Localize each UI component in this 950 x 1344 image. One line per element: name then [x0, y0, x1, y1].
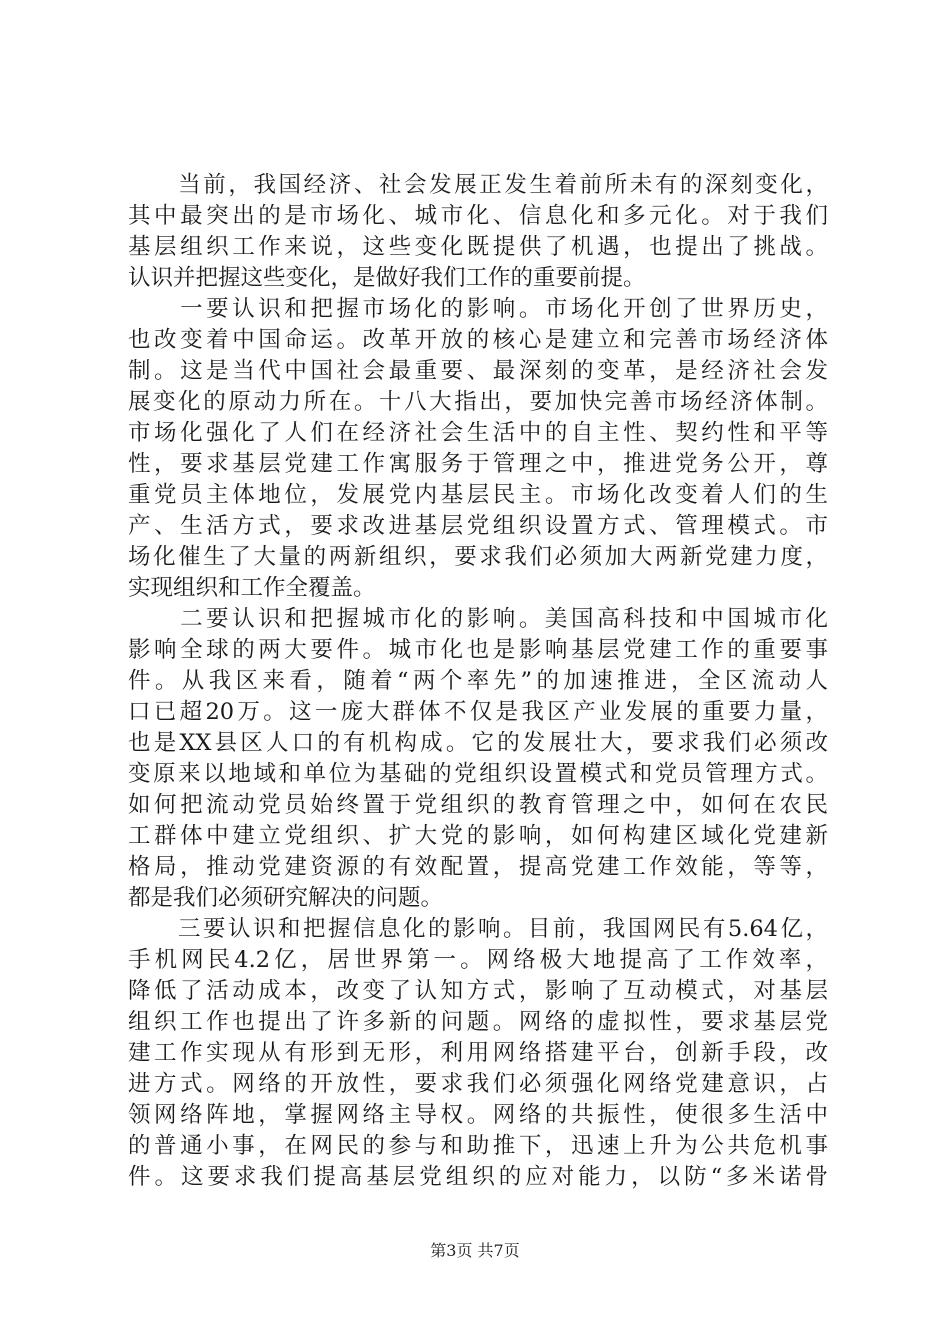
text-line: 建工作实现从有形到无形，利用网络搭建平台，创新手段，改 [128, 1040, 828, 1066]
text-line: 的普通小事，在网民的参与和助推下，迅速上升为公共危机事 [128, 1133, 828, 1159]
text-line: 手机网民4.2亿，居世界第一。网络极大地提高了工作效率， [128, 947, 828, 973]
text-line: 也改变着中国命运。改革开放的核心是建立和完善市场经济体 [128, 327, 828, 353]
text-line: 口已超20万。这一庞大群体不仅是我区产业发展的重要力量， [128, 699, 828, 725]
paragraph [128, 170, 828, 294]
page-footer [0, 1240, 950, 1262]
text-line: 三要认识和把握信息化的影响。目前，我国网民有5.64亿， [128, 916, 828, 942]
text-line: 实现组织和工作全覆盖。 [128, 575, 376, 601]
paragraph [128, 914, 828, 1193]
text-line: 也是XX县区人口的有机构成。它的发展壮大，要求我们必须改 [128, 730, 828, 756]
text-line: 降低了活动成本，改变了认知方式，影响了互动模式，对基层 [128, 978, 828, 1004]
text-line: 其中最突出的是市场化、城市化、信息化和多元化。对于我们 [128, 203, 828, 229]
text-line: 件。这要求我们提高基层党组织的应对能力，以防“多米诺骨 [128, 1164, 828, 1190]
text-line: 二要认识和把握城市化的影响。美国高科技和中国城市化 [128, 606, 828, 632]
document-body [128, 170, 828, 1193]
text-line: 都是我们必须研究解决的问题。 [128, 885, 444, 911]
text-line: 格局，推动党建资源的有效配置，提高党建工作效能，等等， [128, 854, 828, 880]
text-line: 进方式。网络的开放性，要求我们必须强化网络党建意识，占 [128, 1071, 828, 1097]
text-line: 认识并把握这些变化，是做好我们工作的重要前提。 [128, 265, 646, 291]
text-line: 件。从我区来看，随着“两个率先”的加速推进，全区流动人 [128, 668, 828, 694]
text-line: 影响全球的两大要件。城市化也是影响基层党建工作的重要事 [128, 637, 828, 663]
text-line: 展变化的原动力所在。十八大指出，要加快完善市场经济体制。 [128, 389, 828, 415]
text-line: 如何把流动党员始终置于党组织的教育管理之中，如何在农民 [128, 792, 828, 818]
paragraph [128, 604, 828, 914]
text-line: 重党员主体地位，发展党内基层民主。市场化改变着人们的生 [128, 482, 828, 508]
text-line: 工群体中建立党组织、扩大党的影响，如何构建区域化党建新 [128, 823, 828, 849]
text-line: 变原来以地域和单位为基础的党组织设置模式和党员管理方式。 [128, 761, 828, 787]
text-line: 领网络阵地，掌握网络主导权。网络的共振性，使很多生活中 [128, 1102, 828, 1128]
text-line: 产、生活方式，要求改进基层党组织设置方式、管理模式。市 [128, 513, 828, 539]
paragraph [128, 294, 828, 604]
text-line: 制。这是当代中国社会最重要、最深刻的变革，是经济社会发 [128, 358, 828, 384]
text-line: 一要认识和把握市场化的影响。市场化开创了世界历史， [128, 296, 828, 322]
text-line: 性，要求基层党建工作寓服务于管理之中，推进党务公开，尊 [128, 451, 828, 477]
page-number-label: 第3页 共7页 [430, 1241, 520, 1260]
text-line: 市场化强化了人们在经济社会生活中的自主性、契约性和平等 [128, 420, 828, 446]
text-line: 场化催生了大量的两新组织，要求我们必须加大两新党建力度， [128, 544, 828, 570]
text-line: 当前，我国经济、社会发展正发生着前所未有的深刻变化， [128, 172, 828, 198]
text-line: 组织工作也提出了许多新的问题。网络的虚拟性，要求基层党 [128, 1009, 828, 1035]
text-line: 基层组织工作来说，这些变化既提供了机遇，也提出了挑战。 [128, 234, 828, 260]
